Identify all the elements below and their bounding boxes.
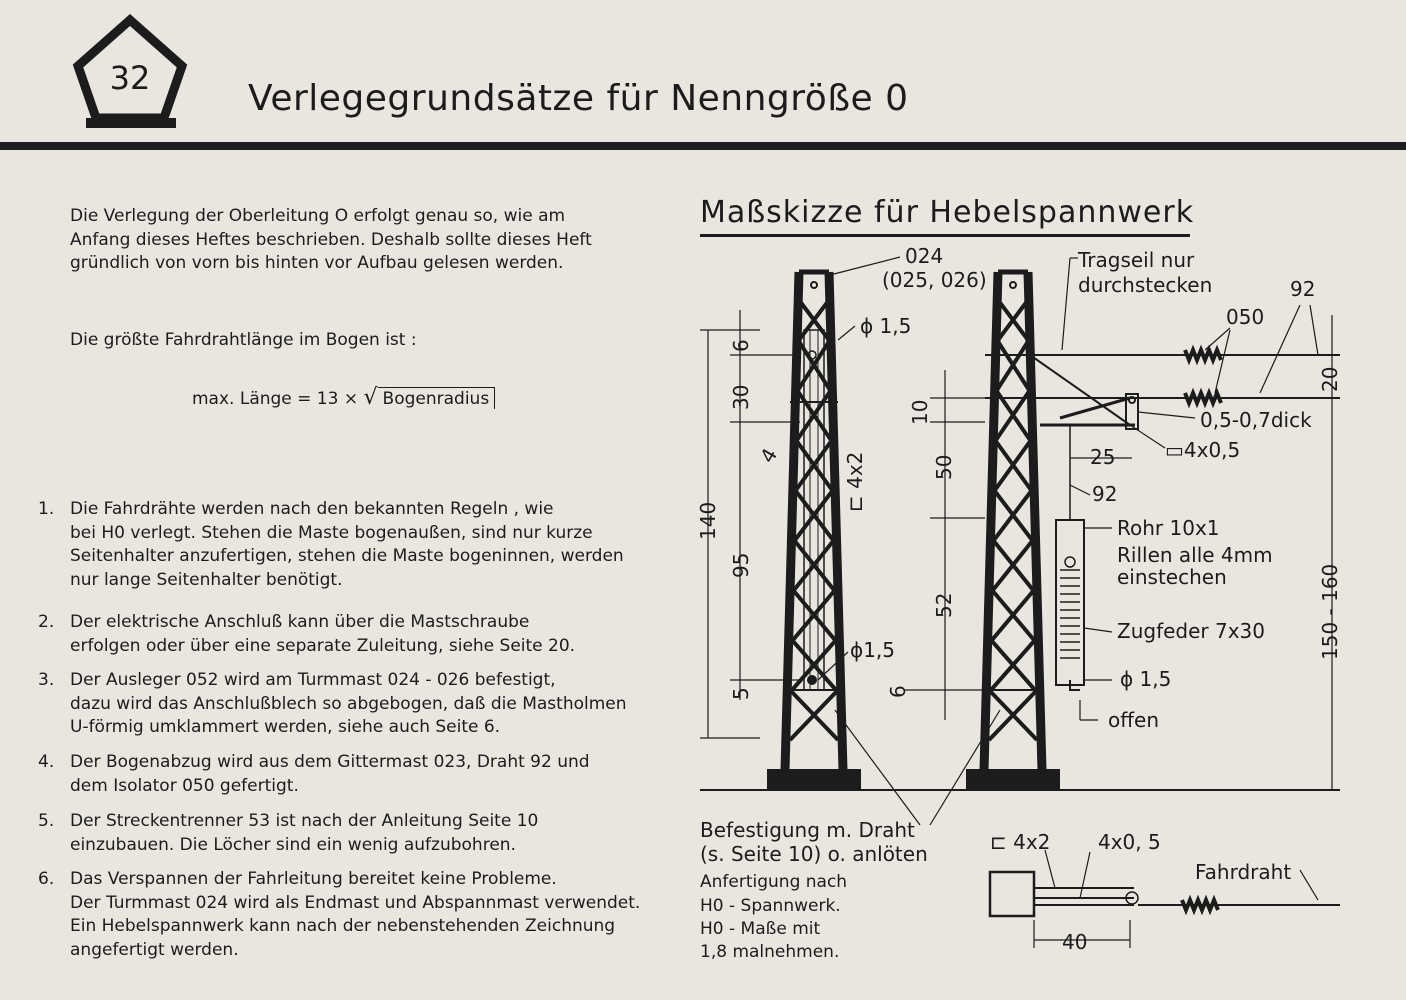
item-line: Seitenhalter anzufertigen, stehen die Maste bogeninnen, werden	[70, 546, 624, 566]
intro-line: gründlich von vorn bis hinten vor Aufbau gelesen werden.	[70, 253, 564, 273]
label-rohr: Rohr 10x1	[1117, 516, 1220, 540]
dim-10: 10	[908, 399, 932, 425]
item-line: Der Bogenabzug wird aus dem Gittermast 023, Draht 92 und	[70, 752, 590, 772]
item-line: erfolgen oder über eine separate Zuleitung, siehe Seite 20.	[70, 635, 576, 656]
dim-6-bottom: 6	[886, 685, 910, 698]
item-number: 4.	[38, 752, 55, 772]
label-fahrdraht: Fahrdraht	[1195, 860, 1292, 884]
right-tower-mast	[967, 272, 1059, 790]
item-line: U-förmig umklammert werden, siehe auch Seite 6.	[70, 717, 501, 737]
label-plate-bottom: 4x0, 5	[1098, 830, 1161, 854]
dim-50: 50	[932, 454, 956, 480]
sqrt-sign: √	[363, 385, 378, 410]
label-offen: offen	[1108, 708, 1159, 732]
note-befestigung: Befestigung m. Draht	[700, 818, 915, 842]
dim-20: 20	[1318, 366, 1342, 392]
dim-30: 30	[729, 384, 753, 410]
note-anfertigung: Anfertigung nach	[700, 872, 848, 892]
item-line: bei H0 verlegt. Stehen die Maste bogenaußen, sind nur kurze	[70, 522, 593, 543]
label-mast-alt: (025, 026)	[882, 268, 987, 292]
note-spannwerk: H0 - Spannwerk.	[700, 896, 841, 916]
max-length-line: Die größte Fahrdrahtlänge im Bogen ist :	[70, 329, 417, 350]
dim-6-top: 6	[729, 339, 753, 352]
intro-text	[70, 205, 630, 352]
item-line: Ein Hebelspannwerk kann nach der nebenstehenden Zeichnung	[70, 916, 616, 936]
dim-40: 40	[1062, 930, 1088, 954]
dim-95: 95	[729, 552, 753, 578]
dim-150-160: 150 - 160	[1318, 563, 1342, 660]
formula-radicand: Bogenradius	[378, 387, 496, 409]
dim-5: 5	[729, 687, 753, 700]
label-92-wire: 92	[1092, 482, 1118, 506]
label-channel: ⊏ 4x2	[843, 451, 867, 512]
intro-line: Die Verlegung der Oberleitung O erfolgt genau so, wie am	[70, 206, 566, 226]
label-phi-top: ϕ 1,5	[860, 314, 912, 338]
label-zugfeder: Zugfeder 7x30	[1117, 619, 1266, 643]
label-insulator: 050	[1226, 305, 1265, 329]
label-phi-mid: ϕ1,5	[850, 638, 895, 662]
dim-52: 52	[932, 592, 956, 618]
item-line: Der elektrische Anschluß kann über die Mastschraube	[70, 612, 530, 632]
dim-4: 4	[755, 443, 783, 467]
item-line: Der Ausleger 052 wird am Turmmast 024 - 026 befestigt,	[70, 670, 556, 690]
item-number: 5.	[38, 811, 55, 831]
length-formula	[192, 385, 495, 410]
dim-140: 140	[696, 501, 720, 540]
label-thickness: 0,5-0,7dick	[1200, 408, 1312, 432]
formula-left: max. Länge = 13 ×	[192, 389, 359, 409]
item-line: nur lange Seitenhalter benötigt.	[70, 569, 343, 590]
label-rillen: Rillen alle 4mm	[1117, 543, 1273, 567]
item-number: 6.	[38, 869, 55, 889]
page-title: Verlegegrundsätze für Nenngröße 0	[248, 78, 909, 119]
label-mast-id: 024	[905, 244, 944, 268]
item-number: 1.	[38, 499, 55, 519]
note-malnehmen: 1,8 malnehmen.	[700, 942, 840, 962]
sketch-title: Maßskizze für Hebelspannwerk	[700, 195, 1195, 230]
item-line: Der Streckentrenner 53 ist nach der Anleitung Seite 10	[70, 811, 539, 831]
label-tragseil: Tragseil nur	[1078, 248, 1195, 272]
label-92-top: 92	[1290, 277, 1316, 301]
page-number: 32	[109, 59, 151, 97]
item-line: dazu wird das Anschlußblech so abgebogen, daß die Mastholmen	[70, 693, 627, 714]
item-line: dem Isolator 050 gefertigt.	[70, 775, 299, 796]
title-rule	[0, 142, 1406, 150]
label-phi-right: ϕ 1,5	[1120, 667, 1172, 691]
label-einstechen: einstechen	[1117, 565, 1227, 589]
item-line: einzubauen. Die Löcher sind ein wenig aufzubohren.	[70, 834, 516, 855]
left-tower-mast	[768, 272, 860, 790]
item-number: 2.	[38, 612, 55, 632]
intro-line: Anfang dieses Heftes beschrieben. Deshalb sollte dieses Heft	[70, 229, 592, 250]
item-number: 3.	[38, 670, 55, 690]
item-line: Das Verspannen der Fahrleitung bereitet keine Probleme.	[70, 869, 557, 889]
label-durchstecken: durchstecken	[1078, 273, 1213, 297]
sketch-title-underline	[700, 234, 1190, 237]
label-channel-bottom: ⊏ 4x2	[990, 830, 1051, 854]
item-line: Der Turmmast 024 wird als Endmast und Abspannmast verwendet.	[70, 892, 641, 913]
label-dim-25: 25	[1090, 445, 1116, 469]
note-siehe-seite: (s. Seite 10) o. anlöten	[700, 842, 928, 866]
note-masse: H0 - Maße mit	[700, 919, 821, 939]
label-plate: ▭4x0,5	[1165, 438, 1241, 462]
page-number-badge	[70, 14, 190, 134]
item-line: angefertigt werden.	[70, 939, 239, 960]
item-line: Die Fahrdrähte werden nach den bekannten Regeln , wie	[70, 499, 554, 519]
